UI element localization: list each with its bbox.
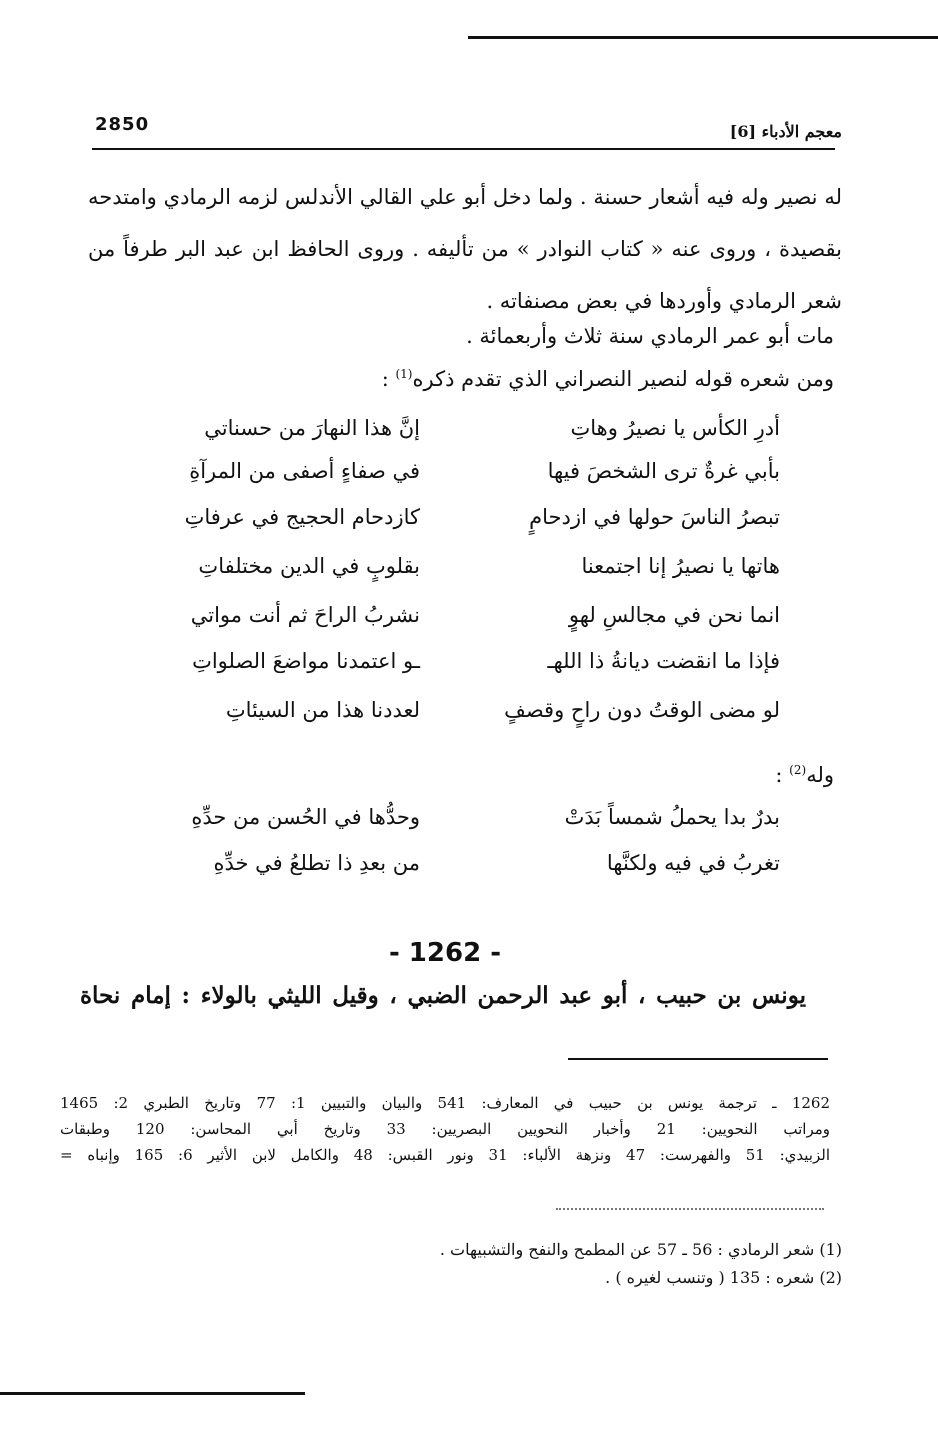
verse-first-hemistich: بدرٌ بدا يحملُ شمساً بَدَتْ [564,805,780,829]
source-line: الزبيدي: 51 والفهرست: 47 ونزهة الألباء: 31 ونور القبس: 48 والكامل لابن الأثير 6: 165 وإنباه = [60,1146,830,1164]
footnote-ref: (1) [395,367,413,381]
verse-second-hemistich: بقلوبٍ في الدين مختلفاتِ [198,554,420,578]
top-border-rule [468,36,938,39]
poem2-intro-colon: : [775,763,790,787]
biography-sources [60,1090,830,1168]
verse-line [100,843,780,895]
verse-first-hemistich: تغربُ في فيه ولكنَّها [606,851,780,875]
death-text: مات أبو عمر الرمادي سنة ثلاث وأربعمائة . [466,324,834,348]
verse-second-hemistich: لعددنا هذا من السيئاتِ [225,698,420,722]
footnote-separator [568,1058,828,1060]
poem1-intro-colon: : [381,367,396,391]
verse-second-hemistich: إنَّ هذا النهارَ من حسناتي [204,416,420,440]
running-title: معجم الأدباء [6] [729,122,842,141]
bottom-border-rule [0,1392,305,1395]
paragraph-line: له نصير وله فيه أشعار حسنة . ولما دخل أبو علي القالي الأندلس لزمه الرمادي وامتدحه [88,185,842,209]
verse-line [100,641,780,693]
header-rule [92,148,835,150]
death-line [88,322,842,350]
verse-first-hemistich: انما نحن في مجالسِ لهوٍ [568,603,780,627]
entry-heading: يونس بن حبيب ، أبو عبد الرحمن الضبي ، وقيل الليثي بالولاء : إمام نحاة [80,982,806,1009]
verse-first-hemistich: فإذا ما انقضت ديانةُ ذا اللهـ [547,649,780,673]
verse-first-hemistich: لو مضى الوقتُ دون راحٍ وقصفٍ [504,698,780,722]
paragraph-line: شعر الرمادي وأوردها في بعض مصنفاته . [486,289,842,313]
verse-first-hemistich: تبصرُ الناسَ حولها في ازدحامٍ [529,505,780,529]
verse-second-hemistich: كازدحام الحجيج في عرفاتِ [184,505,420,529]
poem1-intro-text: ومن شعره قوله لنصير النصراني الذي تقدم ذكره [412,367,834,391]
footnote: (2) شعره : 135 ( وتنسب لغيره ) . [605,1268,842,1287]
paragraph-line: بقصيدة ، وروى عنه « كتاب النوادر » من تأليفه . وروى الحافظ ابن عبد البر طرفاً من [88,237,842,261]
verse-second-hemistich: ـو اعتمدنا مواضعَ الصلواتِ [192,649,420,673]
intro-paragraph [88,183,842,315]
verse-second-hemistich: في صفاءٍ أصفى من المرآةِ [189,459,420,483]
verse-line [100,690,780,742]
verse-line [100,497,780,549]
verse-first-hemistich: هاتها يا نصيرُ إنا اجتمعنا [581,554,780,578]
page-number: 2850 [95,114,150,135]
verse-line [100,546,780,598]
verse-first-hemistich: بأبي غرةٌ ترى الشخصَ فيها [547,459,780,483]
entry-number: - 1262 - [388,938,502,968]
footnotes [300,1236,842,1292]
dotted-separator [556,1208,824,1210]
footnote: (1) شعر الرمادي : 56 ـ 57 عن المطمح والنفح والتشبيهات . [439,1240,842,1259]
verse-second-hemistich: وحدُّها في الحُسن من حدِّهِ [191,805,420,829]
verse-first-hemistich: أدرِ الكأس يا نصيرُ وهاتِ [570,416,780,440]
verse-line [100,595,780,647]
verse-second-hemistich: نشربُ الراحَ ثم أنت مواتي [190,603,420,627]
source-line: ومراتب النحويين: 21 وأخبار النحويين البصريين: 33 وتاريخ أبي المحاسن: 120 وطبقات [60,1120,831,1138]
footnote-ref: (2) [789,763,807,777]
poem2-intro [88,756,842,789]
poem2-intro-text: وله [806,763,834,787]
verse-line [100,451,780,503]
verse-second-hemistich: من بعدِ ذا تطلعُ في خدِّهِ [213,851,420,875]
verse-line [100,797,780,849]
poem1-intro [88,360,842,393]
source-line: 1262 ـ ترجمة يونس بن حبيب في المعارف: 541 والبيان والتبيين 1: 77 وتاريخ الطبري 2: 1465 [60,1094,831,1112]
